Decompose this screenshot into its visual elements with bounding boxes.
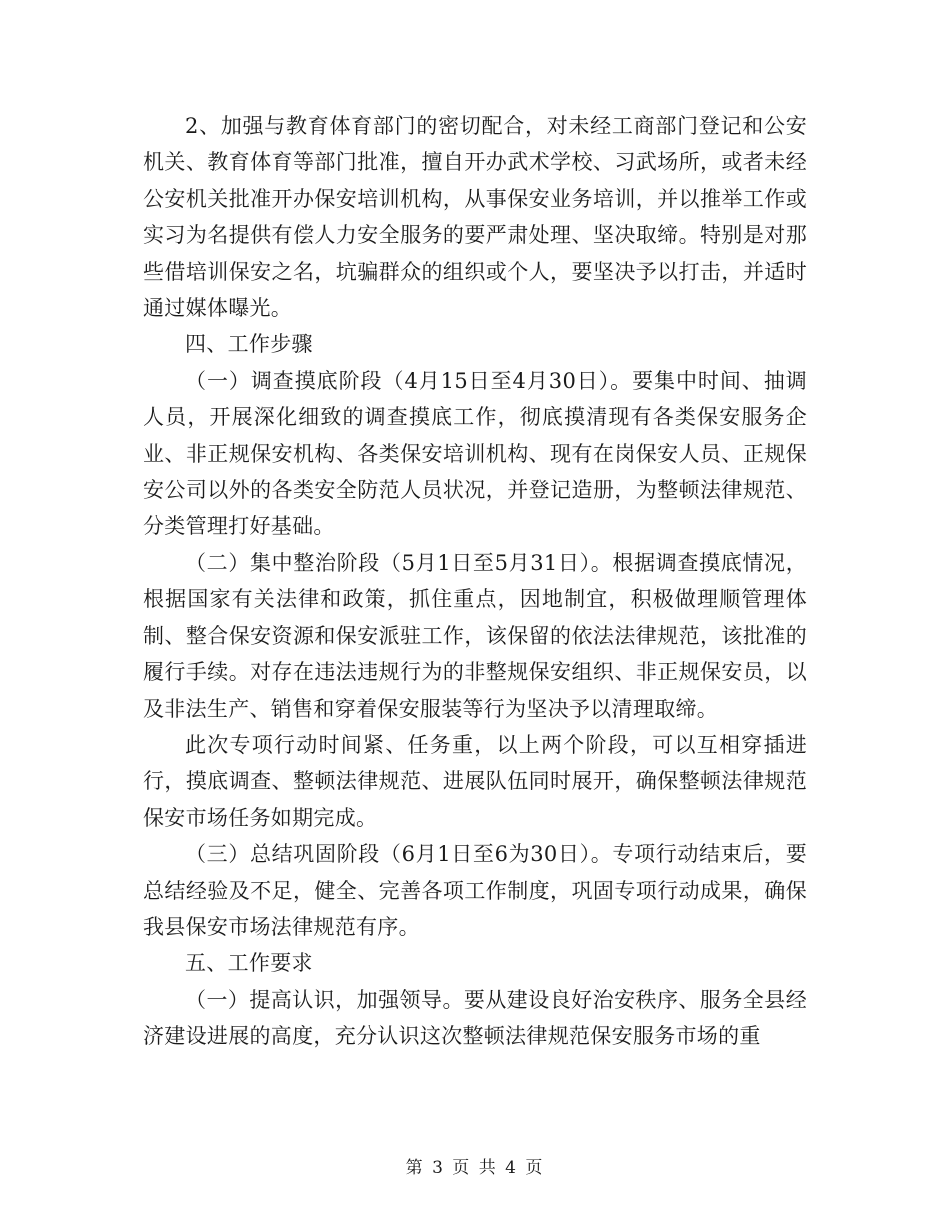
paragraph-raise-awareness: （一）提高认识，加强领导。要从建设良好治安秩序、服务全县经济建设进展的高度，充分认识这次整顿法律规范保安服务市场的重 <box>143 987 807 1049</box>
paragraph-action-note: 此次专项行动时间紧、任务重，以上两个阶段，可以互相穿插进行，摸底调查、整顿法律规范、进展队伍同时展开，确保整顿法律规范保安市场任务如期完成。 <box>143 732 807 830</box>
page-footer: 第 3 页 共 4 页 <box>405 1158 545 1178</box>
paragraph-item-2-cooperation: 2、加强与教育体育部门的密切配合，对未经工商部门登记和公安机关、教育体育等部门批准，擅自开办武术学校、习武场所，或者未经公安机关批准开办保安培训机构，从事保安业务培训，并以推举工作或实习为名提供有偿人力安全服务的要严肃处理、坚决取缔。特别是对那些借培训保安之名，坑骗群众的组织或个人，要坚决予以打击，并适时通过媒体曝光。 <box>143 114 807 321</box>
paragraph-survey-stage: （一）调查摸底阶段（4月15日至4月30日）。要集中时间、抽调人员，开展深化细致的调查摸底工作，彻底摸清现有各类保安服务企业、非正规保安机构、各类保安培训机构、现有在岗保安人员、正规保安公司以外的各类安全防范人员状况，并登记造册，为整顿法律规范、分类管理打好基础。 <box>143 368 807 539</box>
document-body <box>143 108 807 1055</box>
paragraph-summary-stage: （三）总结巩固阶段（6月1日至6为30日）。专项行动结束后，要总结经验及不足，健全、完善各项工作制度，巩固专项行动成果，确保我县保安市场法律规范有序。 <box>143 842 807 939</box>
section-heading-work-steps: 四、工作步骤 <box>185 332 313 357</box>
paragraph-rectification-stage: （二）集中整治阶段（5月1日至5月31日）。根据调查摸底情况，根据国家有关法律和政策，抓住重点，因地制宜，积极做理顺管理体制、整合保安资源和保安派驻工作，该保留的依法法律规范，该批准的履行手续。对存在违法违规行为的非整规保安组织、非正规保安员，以及非法生产、销售和穿着保安服装等行为坚决予以清理取缔。 <box>143 550 807 721</box>
section-heading-work-requirements: 五、工作要求 <box>185 951 313 976</box>
